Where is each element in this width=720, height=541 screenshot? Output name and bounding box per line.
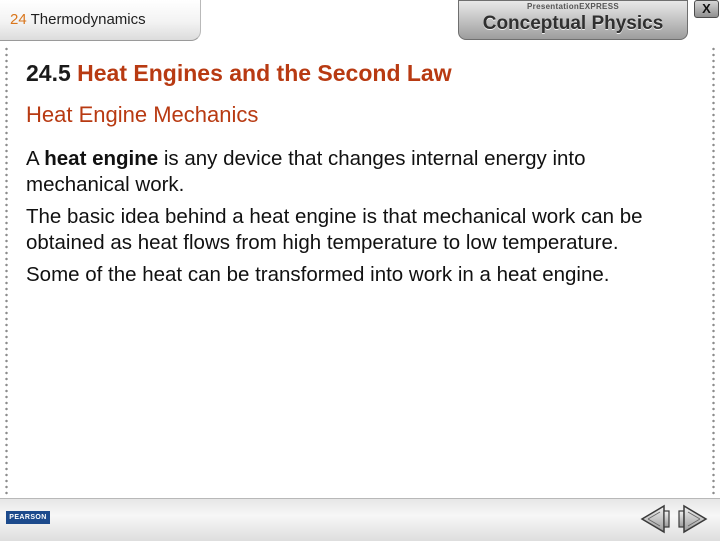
left-dotted-border bbox=[5, 46, 8, 496]
next-arrow-icon bbox=[676, 503, 710, 535]
right-dotted-border bbox=[712, 46, 715, 496]
slide-header bbox=[0, 0, 720, 40]
chapter-number: 24 bbox=[10, 11, 27, 28]
paragraph-2: The basic idea behind a heat engine is that mechanical work can be obtained as heat flows from high temperature to low temperature. bbox=[26, 205, 643, 254]
brand-small-text: PresentationEXPRESS bbox=[527, 2, 619, 11]
section-title-text: Heat Engines and the Second Law bbox=[77, 60, 452, 86]
paragraph-3: Some of the heat can be transformed into work in a heat engine. bbox=[26, 263, 610, 286]
previous-slide-button[interactable] bbox=[638, 503, 672, 535]
next-slide-button[interactable] bbox=[676, 503, 710, 535]
slide-body bbox=[26, 146, 666, 294]
chapter-name: Thermodynamics bbox=[30, 11, 146, 28]
chapter-title bbox=[10, 11, 146, 28]
slide-footer bbox=[0, 498, 720, 541]
paragraph-1 bbox=[26, 146, 666, 198]
brand-main-text: Conceptual Physics bbox=[482, 13, 664, 34]
term-heat-engine: heat engine bbox=[44, 147, 159, 170]
pearson-logo: PEARSON bbox=[6, 511, 50, 524]
section-number: 24.5 bbox=[26, 60, 71, 86]
paragraph-1-prefix: A bbox=[26, 147, 45, 170]
brand-logo bbox=[458, 0, 688, 40]
paragraph-1-suffix: is any device that changes internal energy into mechanical work. bbox=[26, 147, 586, 196]
close-button[interactable]: X bbox=[694, 0, 719, 18]
chapter-tab bbox=[0, 0, 201, 41]
slide-subtitle: Heat Engine Mechanics bbox=[26, 102, 259, 127]
section-title bbox=[26, 60, 452, 87]
previous-arrow-icon bbox=[638, 503, 672, 535]
